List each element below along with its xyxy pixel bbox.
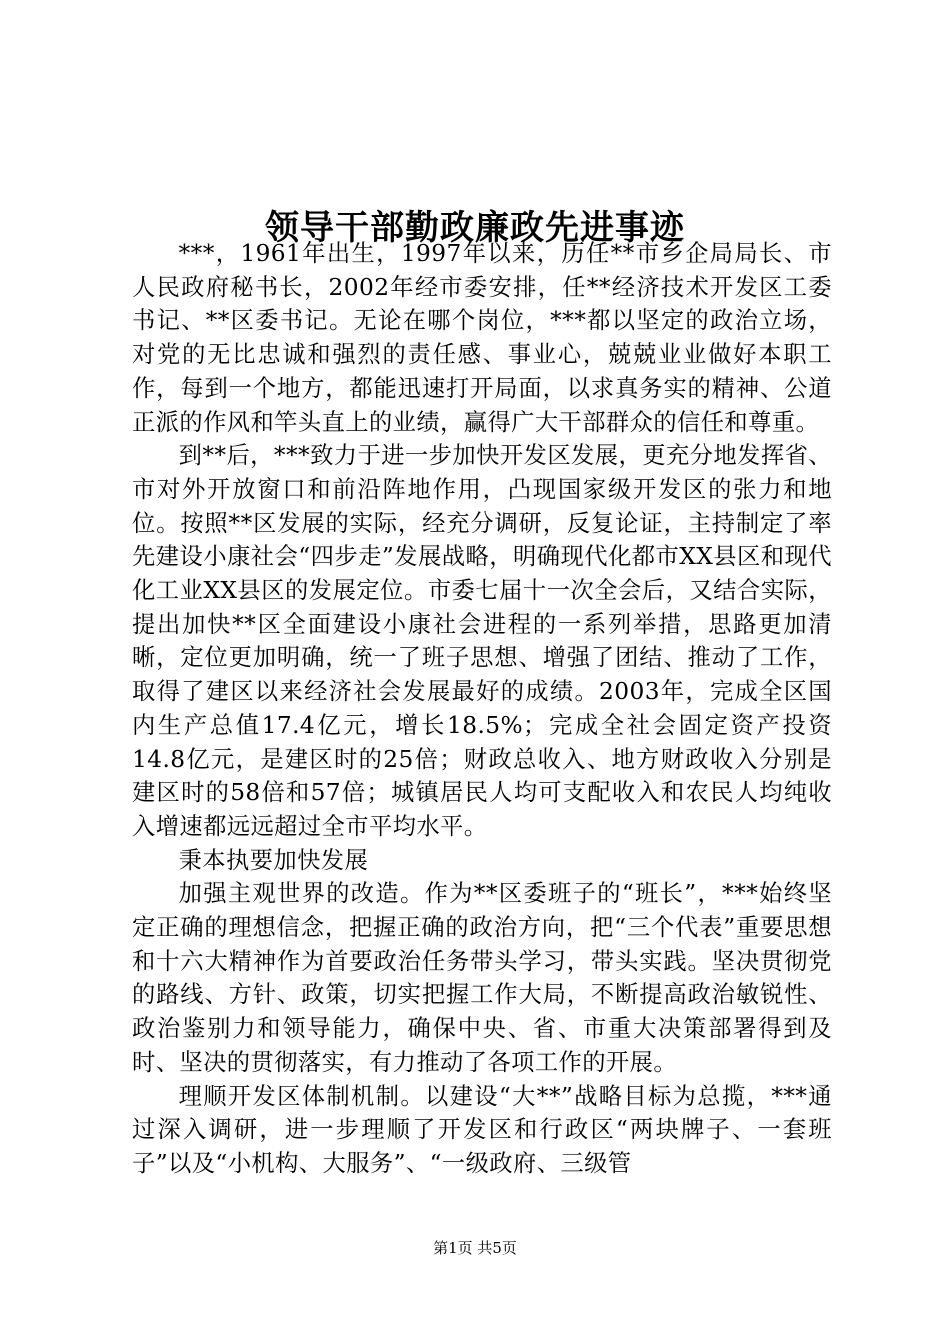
paragraph-4: 理顺开发区体制机制。以建设“大**”战略目标为总揽，***通过深入调研，进一步理顺了开发区和行政区“两块牌子、一套班子”以及“小机构、大服务”、“一级政府、三级管 (132, 1082, 832, 1177)
paragraph-3: 加强主观世界的改造。作为**区委班子的“班长”，***始终坚定正确的理想信念，把握正确的政治方向，把“三个代表”重要思想和十六大精神作为首要政治任务带头学习，带头实践。坚决贯彻党的路线、方针、政策，切实把握工作大局，不断提高政治敏锐性、政治鉴别力和领导能力，确保中央、省、市重大决策部署得到及时、坚决的贯彻落实，有力推动了各项工作的开展。 (132, 880, 832, 1076)
document-title: 领导干部勤政廉政先进事迹 (265, 207, 685, 248)
document-body (132, 237, 832, 1181)
page-number-footer: 第1页 共5页 (433, 1239, 517, 1257)
section-heading: 秉本执要加快发展 (178, 846, 369, 874)
paragraph-2: 到**后，***致力于进一步加快开发区发展，更充分地发挥省、市对外开放窗口和前沿阵地作用，凸现国家级开发区的张力和地位。按照**区发展的实际，经充分调研，反复论证，主持制定了率先建设小康社会“四步走”发展战略，明确现代化都市XX县区和现代化工业XX县区的发展定位。市委七届十一次全会后，又结合实际，提出加快**区全面建设小康社会进程的一系列举措，思路更加清晰，定位更加明确，统一了班子思想、增强了团结、推动了工作，取得了建区以来经济社会发展最好的成绩。2003年，完成全区国内生产总值17.4亿元，增长18.5%；完成全社会固定资产投资14.8亿元，是建区时的25倍；财政总收入、地方财政收入分别是建区时的58倍和57倍；城镇居民人均可支配收入和农民人均纯收入增速都远远超过全市平均水平。 (132, 442, 832, 840)
paragraph-1: ***，1961年出生，1997年以来，历任**市乡企局局长、市人民政府秘书长，2002年经市委安排，任**经济技术开发区工委书记、**区委书记。无论在哪个岗位，***都以坚定的政治立场，对党的无比忠诚和强烈的责任感、事业心，兢兢业业做好本职工作，每到一个地方，都能迅速打开局面，以求真务实的精神、公道正派的作风和竿头直上的业绩，赢得广大干部群众的信任和尊重。 (132, 240, 832, 436)
